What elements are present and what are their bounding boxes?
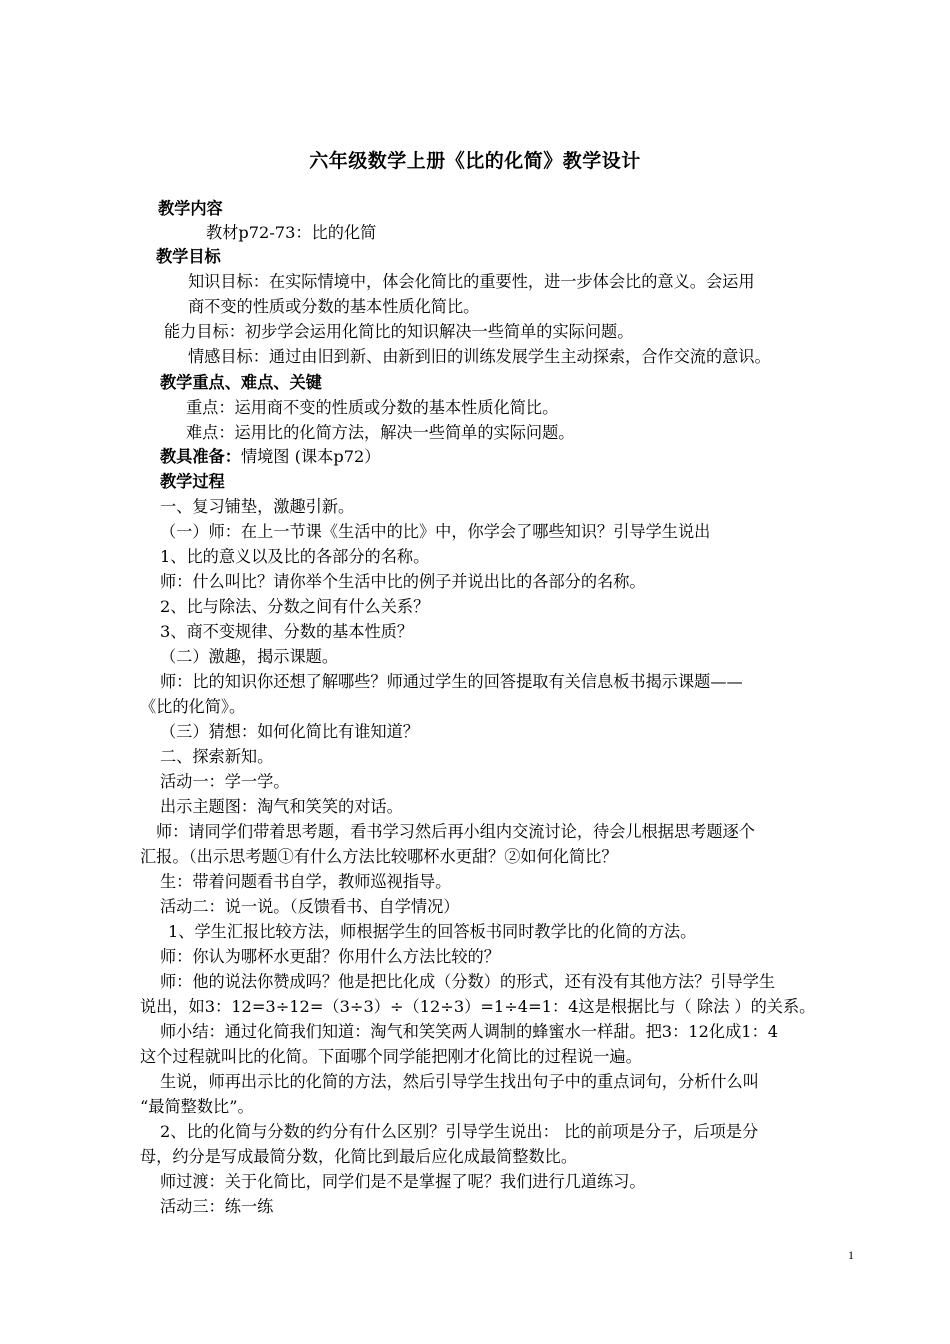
text-line: 二、探索新知。 <box>160 747 274 766</box>
text-line: （一）师：在上一节课《生活中的比》中，你学会了哪些知识？引导学生说出 <box>160 522 711 541</box>
document-title: 六年级数学上册《比的化简》教学设计 <box>309 150 641 172</box>
text-line: 师：你认为哪杯水更甜？你用什么方法比较的？ <box>160 947 500 966</box>
text-line: 知识目标：在实际情境中，体会化简比的重要性，进一步体会比的意义。会运用 <box>188 272 755 291</box>
text-line: “最简整数比”。 <box>140 1097 254 1116</box>
text-line: 说出，如3：12=3÷12=（3÷3）÷（12÷3）=1÷4=1：4这是根据比与（ 除法 ）的关系。 <box>140 997 816 1016</box>
text-line: 师：他的说法你赞成吗？他是把比化成（分数）的形式，还有没有其他方法？引导学生 <box>160 972 776 991</box>
text-line: 重点：运用商不变的性质或分数的基本性质化简比。 <box>186 398 559 417</box>
text-line: 活动三：练一练 <box>160 1197 274 1216</box>
text-line: 师过渡：关于化简比，同学们是不是掌握了呢？我们进行几道练习。 <box>160 1172 646 1191</box>
text-line: 活动二：说一说。（反馈看书、自学情况） <box>160 897 460 916</box>
text-line: 3、商不变规律、分数的基本性质？ <box>160 622 414 641</box>
materials-text: 情境图 (课本p72） <box>240 447 381 466</box>
text-line: 2、比与除法、分数之间有什么关系？ <box>160 597 430 616</box>
text-line: 情感目标：通过由旧到新、由新到旧的训练发展学生主动探索，合作交流的意识。 <box>188 347 771 366</box>
text-line: 教材p72-73：比的化简 <box>206 223 377 242</box>
text-line: 活动一：学一学。 <box>160 772 290 791</box>
text-line: 这个过程就叫比的化简。下面哪个同学能把刚才化简比的过程说一遍。 <box>140 1047 642 1066</box>
heading-process: 教学过程 <box>160 472 225 491</box>
text-line: 师小结：通过化简我们知道：淘气和笑笑两人调制的蜂蜜水一样甜。把3：12化成1：4 <box>160 1022 779 1041</box>
text-line: 一、复习铺垫，激趣引新。 <box>160 497 355 516</box>
page-number: 1 <box>848 1248 854 1262</box>
text-line: （三）猜想：如何化简比有谁知道？ <box>160 722 419 741</box>
text-line: 能力目标：初步学会运用化简比的知识解决一些简单的实际问题。 <box>164 322 634 341</box>
text-line: 生：带着问题看书自学，教师巡视指导。 <box>160 872 452 891</box>
heading-materials: 教具准备： <box>160 447 241 466</box>
text-line: 师：比的知识你还想了解哪些？师通过学生的回答提取有关信息板书揭示课题—— <box>160 672 743 691</box>
text-line: 难点：运用比的化简方法，解决一些简单的实际问题。 <box>186 423 575 442</box>
text-line: 生说，师再出示比的化简的方法，然后引导学生找出句子中的重点词句，分析什么叫 <box>160 1072 759 1091</box>
text-line: （二）激趣，揭示课题。 <box>160 647 339 666</box>
heading-content: 教学内容 <box>158 199 223 218</box>
heading-key-points: 教学重点、难点、关键 <box>160 373 322 392</box>
text-line-materials <box>160 446 380 468</box>
text-line: 商不变的性质或分数的基本性质化简比。 <box>188 297 480 316</box>
text-line: 1、学生汇报比较方法，师根据学生的回答板书同时教学比的化简的方法。 <box>168 922 697 941</box>
text-line: 母，约分是写成最简分数，化简比到最后应化成最简整数比。 <box>140 1147 578 1166</box>
text-line: 汇报。（出示思考题①有什么方法比较哪杯水更甜？②如何化简比？ <box>140 847 618 866</box>
text-line: 出示主题图：淘气和笑笑的对话。 <box>160 797 403 816</box>
text-line: 师：请同学们带着思考题，看书学习然后再小组内交流讨论，待会儿根据思考题逐个 <box>156 822 755 841</box>
text-line: 《比的化简》。 <box>140 697 246 716</box>
text-line: 师：什么叫比？请你举个生活中比的例子并说出比的各部分的名称。 <box>160 572 646 591</box>
text-line: 2、比的化简与分数的约分有什么区别？引导学生说出： 比的前项是分子，后项是分 <box>160 1122 759 1141</box>
heading-objectives: 教学目标 <box>156 247 221 266</box>
text-line: 1、比的意义以及比的各部分的名称。 <box>160 547 430 566</box>
